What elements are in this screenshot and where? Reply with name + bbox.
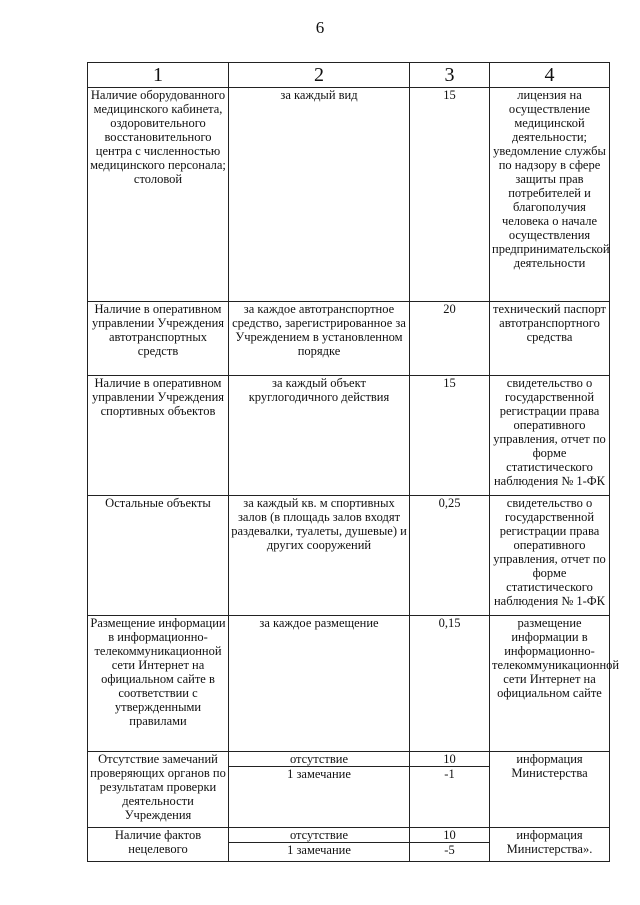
unit-cell: за каждый кв. м спортивных залов (в площадь залов входят раздевалки, туалеты, душевые) и других сооружений <box>229 496 410 616</box>
table-header-row <box>88 63 610 88</box>
source-cell: технический паспорт автотранспортного средства <box>490 302 610 376</box>
points-cell: 15 <box>410 376 490 496</box>
points-option: -1 <box>444 767 455 781</box>
source-cell: свидетельство о государственной регистрации права оперативного управления, отчет по форме статистического наблюдения № 1-ФК <box>490 496 610 616</box>
header-col-3: 3 <box>410 63 490 88</box>
header-col-2: 2 <box>229 63 410 88</box>
points-option: -5 <box>444 843 455 857</box>
indicator-cell: Размещение информации в информационно-телекоммуникационной сети Интернет на официальном сайте в соответствии с утвержденными правилами <box>88 616 229 752</box>
unit-cell <box>229 828 410 862</box>
unit-cell <box>229 752 410 828</box>
table-row <box>88 752 610 828</box>
points-cell <box>410 828 490 862</box>
unit-option: 1 замечание <box>287 843 351 857</box>
points-cell: 20 <box>410 302 490 376</box>
source-cell: размещение информации в информационно-телекоммуникационной сети Интернет на официальном сайте <box>490 616 610 752</box>
indicator-cell: Остальные объекты <box>88 496 229 616</box>
page-number: 6 <box>315 18 325 37</box>
unit-cell: за каждый вид <box>229 88 410 302</box>
unit-cell: за каждый объект круглогодичного действия <box>229 376 410 496</box>
indicator-cell: Наличие в оперативном управлении Учреждения спортивных объектов <box>88 376 229 496</box>
header-col-1: 1 <box>88 63 229 88</box>
indicator-cell: Отсутствие замечаний проверяющих органов по результатам проверки деятельности Учреждения <box>88 752 229 828</box>
points-option: 10 <box>410 752 489 767</box>
source-cell: информация Министерства». <box>490 828 610 862</box>
source-cell: информация Министерства <box>490 752 610 828</box>
points-cell: 0,15 <box>410 616 490 752</box>
unit-option: 1 замечание <box>287 767 351 781</box>
indicator-cell: Наличие оборудованного медицинского кабинета, оздоровительного восстановительного центра с численностью медицинского персонала; столовой <box>88 88 229 302</box>
points-cell <box>410 752 490 828</box>
points-cell: 15 <box>410 88 490 302</box>
table-row <box>88 376 610 496</box>
unit-cell: за каждое размещение <box>229 616 410 752</box>
table-row <box>88 616 610 752</box>
indicator-cell: Наличие фактов нецелевого <box>88 828 229 862</box>
table-row <box>88 88 610 302</box>
header-col-4: 4 <box>490 63 610 88</box>
unit-cell: за каждое автотранспортное средство, зарегистрированное за Учреждением в установленном порядке <box>229 302 410 376</box>
unit-option: отсутствие <box>229 752 409 767</box>
table-row <box>88 828 610 862</box>
points-option: 10 <box>410 828 489 843</box>
points-cell: 0,25 <box>410 496 490 616</box>
source-cell: лицензия на осуществление медицинской деятельности; уведомление службы по надзору в сфере защиты прав потребителей и благополучия человека о начале осуществления предпринимательской деятельности <box>490 88 610 302</box>
unit-option: отсутствие <box>229 828 409 843</box>
table-row <box>88 302 610 376</box>
source-cell: свидетельство о государственной регистрации права оперативного управления, отчет по форме статистического наблюдения № 1-ФК <box>490 376 610 496</box>
table-row <box>88 496 610 616</box>
criteria-table <box>87 62 620 862</box>
indicator-cell: Наличие в оперативном управлении Учреждения автотранспортных средств <box>88 302 229 376</box>
